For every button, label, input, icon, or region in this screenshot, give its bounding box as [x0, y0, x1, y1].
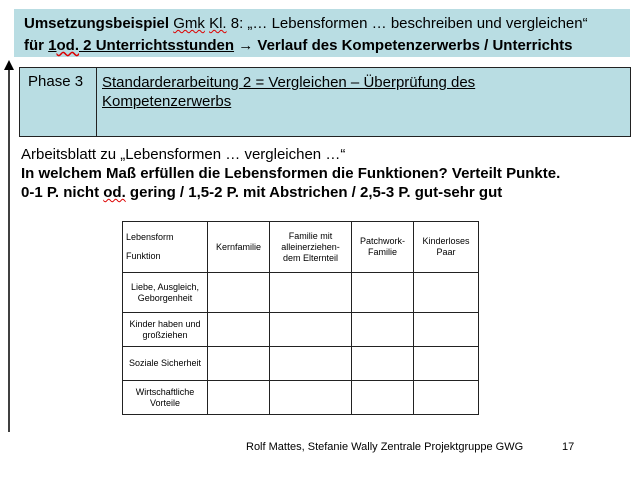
row-header: Soziale Sicherheit [123, 347, 208, 381]
score-cell[interactable] [352, 273, 414, 313]
title-gmk: Gmk [173, 15, 205, 32]
phase-description: Standarderarbeitung 2 = Vergleichen – Überprüfung des Kompetenzerwerbs [102, 74, 476, 110]
score-cell[interactable] [352, 313, 414, 347]
title-bold: Umsetzungsbeispiel [24, 15, 170, 32]
score-cell[interactable] [208, 381, 270, 415]
score-cell[interactable] [208, 347, 270, 381]
score-cell[interactable] [414, 347, 479, 381]
title2-od: od. [56, 37, 80, 54]
right-arrow-icon: → [238, 37, 254, 54]
score-cell[interactable] [352, 381, 414, 415]
title-line-1 [24, 15, 588, 32]
worksheet-title: Arbeitsblatt zu „Lebensformen … vergleichen …“ [21, 146, 346, 163]
phase-divider [96, 68, 97, 136]
score-cell[interactable] [414, 313, 479, 347]
scale-rest: gering / 1,5-2 P. mit Abstrichen / 2,5-3 P. gut-sehr gut [125, 184, 503, 201]
row-header: Kinder haben und großziehen [123, 313, 208, 347]
title2-prefix: für [24, 37, 49, 54]
column-header: Familie mit alleinerziehen-dem Elternteil [270, 222, 352, 273]
score-cell[interactable] [208, 313, 270, 347]
evaluation-table [122, 221, 479, 415]
score-cell[interactable] [270, 381, 352, 415]
table-row [123, 313, 479, 347]
row-header: Liebe, Ausgleich, Geborgenheit [123, 273, 208, 313]
title2-lessons: 2 Unterrichtsstunden [79, 37, 235, 54]
table-header-row [123, 222, 479, 273]
corner-label-funktion: Funktion [126, 251, 161, 261]
score-cell[interactable] [414, 381, 479, 415]
scale-prefix: 0-1 P. nicht [21, 184, 104, 201]
points-scale [21, 184, 502, 201]
table-corner-cell [123, 222, 208, 273]
score-cell[interactable] [414, 273, 479, 313]
corner-label-lebensform: Lebensform [126, 232, 174, 242]
score-cell[interactable] [208, 273, 270, 313]
score-cell[interactable] [270, 347, 352, 381]
title-rest: 8: „… Lebensformen … beschreiben und vergleichen“ [230, 15, 588, 32]
score-cell[interactable] [270, 273, 352, 313]
column-header: Patchwork-Familie [352, 222, 414, 273]
table-row [123, 273, 479, 313]
phase-box [19, 67, 631, 137]
footer-authors: Rolf Mattes, Stefanie Wally Zentrale Projektgruppe GWG [246, 441, 524, 453]
scale-od: od. [103, 184, 126, 201]
row-header: Wirtschaftliche Vorteile [123, 381, 208, 415]
table-row [123, 381, 479, 415]
timeline-arrow-icon [3, 60, 15, 432]
phase-label: Phase 3 [28, 73, 84, 90]
title-banner [14, 9, 630, 57]
title2-rest: Verlauf des Kompetenzerwerbs / Unterrichts [253, 37, 573, 54]
title-kl: Kl. [209, 15, 227, 32]
column-header: Kinderloses Paar [414, 222, 479, 273]
title2-one: 1 [48, 37, 57, 54]
title-line-2 [24, 37, 572, 54]
score-cell[interactable] [352, 347, 414, 381]
page-number: 17 [562, 441, 575, 453]
score-cell[interactable] [270, 313, 352, 347]
table-row [123, 347, 479, 381]
column-header: Kernfamilie [208, 222, 270, 273]
worksheet-question: In welchem Maß erfüllen die Lebensformen die Funktionen? Verteilt Punkte. [21, 165, 561, 182]
